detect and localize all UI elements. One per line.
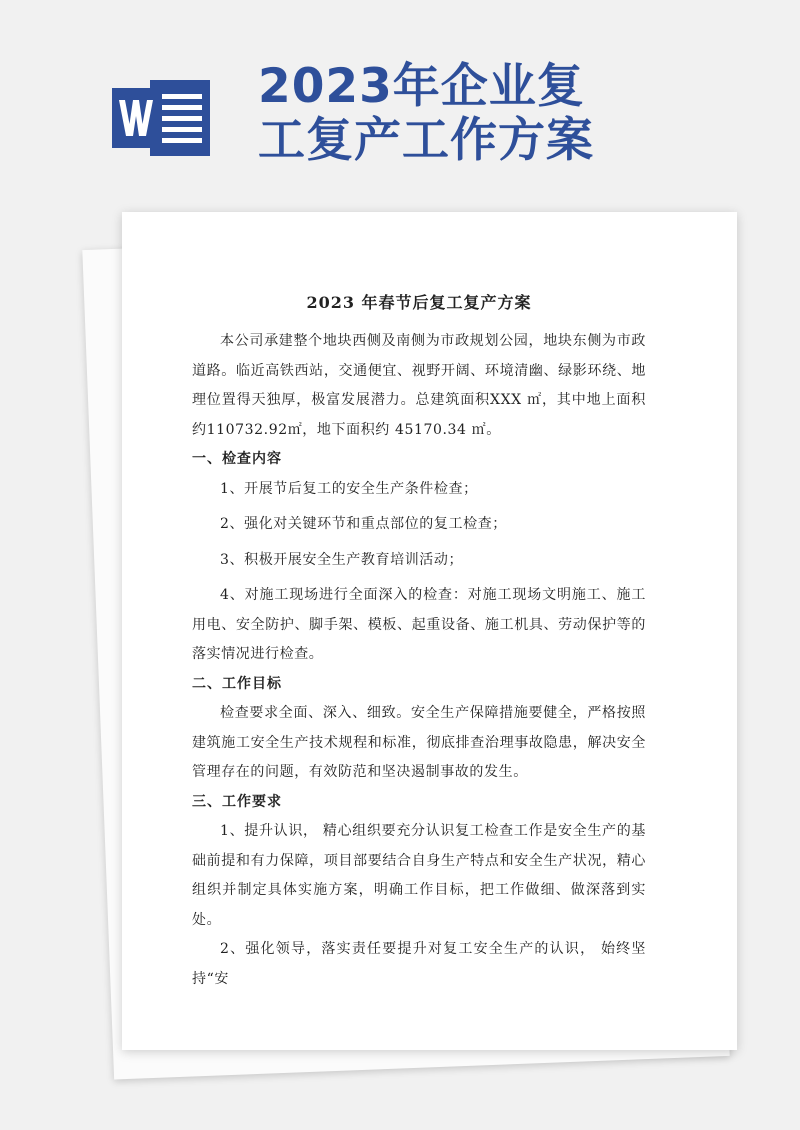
banner-title [258,60,778,168]
requirement-item: 2、强化领导，落实责任要提升对复工安全生产的认识， 始终坚持“安 [192,941,646,987]
inspection-item: 1、开展节后复工的安全生产条件检查； [220,480,478,497]
banner-title-line-2: 工复产工作方案 [258,113,594,168]
inspection-item: 4、对施工现场进行全面深入的检查：对施工现场文明施工、施工用电、安全防护、脚手架、模板、起重设备、施工机具、劳动保护等的落实情况进行检查。 [192,587,646,662]
intro-paragraph: 本公司承建整个地块西侧及南侧为市政规划公园，地块东侧为市政道路。临近高铁西站，交通便宜、视野开阔、环境清幽、绿影环绕、地理位置得天独厚，极富发展潜力。总建筑面积XXX ㎡，其中地上面积约110732.92㎡，地下面积约 45170.34 ㎡。 [192,333,646,438]
section-heading-inspection: 一、检查内容 [192,451,282,467]
goals-paragraph: 检查要求全面、深入、细致。安全生产保障措施要健全，严格按照建筑施工安全生产技术规程和标准，彻底排查治理事故隐患，解决安全管理存在的问题，有效防范和坚决遏制事故的发生。 [192,705,646,780]
document-title: 2023 年春节后复工复产方案 [306,293,532,312]
word-document-icon [112,78,212,158]
document-page [122,212,737,1050]
inspection-item: 2、强化对关键环节和重点部位的复工检查； [220,516,507,532]
document-body [192,290,646,994]
requirement-item: 1、提升认识， 精心组织要充分认识复工检查工作是安全生产的基础前提和有力保障，项目部要结合自身生产特点和安全生产状况，精心组织并制定具体实施方案，明确工作目标，把工作做细、做深落到实处。 [192,823,646,928]
section-heading-requirements: 三、工作要求 [192,793,282,810]
section-heading-goals: 二、工作目标 [192,675,282,692]
inspection-item: 3、积极开展安全生产教育培训活动； [220,551,464,568]
banner-title-line-1: 2023年企业复 [258,59,585,114]
banner-header [0,0,800,200]
